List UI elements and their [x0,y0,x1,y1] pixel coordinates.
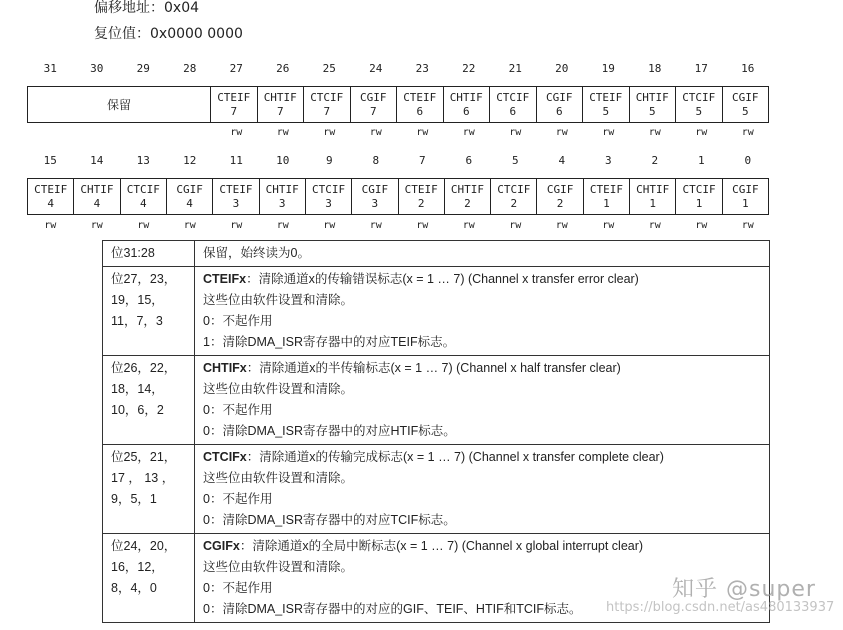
register-field [213,179,259,214]
watermark-zhihu: 知乎 @super [672,577,816,602]
description-row [103,241,770,267]
register-field [490,87,537,122]
description-line: 0：不起作用 [203,492,273,506]
bit-number: 6 [465,154,473,167]
bit-description [195,445,770,534]
field-channel: 5 [741,104,749,118]
register-field [397,87,444,122]
description-line: 这些位由软件设置和清除。 [203,293,354,307]
bit-number: 14 [90,154,104,167]
field-channel: 2 [417,196,425,210]
access-type: rw [602,127,615,138]
access-type: rw [416,127,429,138]
register-field [351,87,398,122]
field-name: CTEIF [404,182,438,196]
access-type [120,127,167,138]
description-title [203,243,761,264]
access-type: rw [462,220,475,231]
bit-number: 12 [183,154,197,167]
register-field [584,179,630,214]
bit-range [103,267,195,356]
register-field [491,179,537,214]
bit-range-line: 17 ， 13 ， [111,471,175,485]
watermark-url: https://blog.csdn.net/as480133937 [606,600,835,615]
bit-range-line: 18，14， [111,382,164,396]
description-line: 0：清除DMA_ISR寄存器中的对应TCIF标志。 [203,513,456,527]
field-channel: 4 [186,196,193,210]
field-name: CGIFx [203,539,240,553]
register-field [211,87,258,122]
description-row [103,356,770,445]
field-channel: 2 [464,196,471,210]
bit-number: 13 [136,154,150,167]
lower-access-types [27,220,771,231]
field-channel: 7 [276,104,284,118]
register-field [304,87,351,122]
access-type: rw [323,127,336,138]
bit-range [103,356,195,445]
bit-range-line: 11，7，3 [111,314,163,328]
field-channel: 3 [325,196,332,210]
bit-number: 18 [648,62,662,75]
bit-description [195,356,770,445]
bit-number: 1 [697,154,705,167]
bit-description-table [102,240,770,623]
bit-range-line: 8，4，0 [111,581,157,595]
field-channel: 4 [139,196,147,210]
field-name: CTEIF [589,182,623,196]
bit-description [195,241,770,267]
access-type: rw [44,220,57,231]
offset-address: 偏移地址：0x04 [94,0,200,16]
field-name: CTCIF [496,90,530,104]
bit-range-line: 位31:28 [111,246,155,260]
description-title [203,447,761,468]
field-channel: 2 [556,196,564,210]
reserved-field [28,87,211,122]
access-type: rw [183,220,196,231]
field-name: CGIF [546,182,574,196]
register-field [630,87,677,122]
description-line: 0：不起作用 [203,581,273,595]
title-text: ：清除通道x的传输完成标志(x = 1 … 7) (Channel x transfer complete clear) [246,450,664,464]
field-name: CHTIF [450,182,485,196]
access-type: rw [230,127,243,138]
bit-number: 15 [43,154,57,167]
field-name: CTCIFx [203,450,247,464]
register-field [306,179,352,214]
register-field [723,179,768,214]
bit-range-line: 9，5，1 [111,492,157,506]
upper-access-types [27,127,771,138]
bit-range [103,534,195,623]
field-name: CTCIF [311,182,346,196]
description-line: 这些位由软件设置和清除。 [203,560,354,574]
access-type: rw [90,220,103,231]
register-field [583,87,630,122]
access-type: rw [137,220,150,231]
field-channel: 1 [649,196,657,210]
register-field [723,87,769,122]
bit-range-line: 位25，21， [111,450,177,464]
description-title [203,269,761,290]
field-channel: 3 [371,196,379,210]
bit-number: 31 [43,62,57,75]
access-type [27,127,74,138]
bit-number: 16 [741,62,755,75]
access-type: rw [555,220,568,231]
field-name: CTEIFx [203,272,247,286]
bit-number: 0 [744,154,752,167]
access-type: rw [369,127,382,138]
bit-number: 27 [229,62,243,75]
field-channel: 3 [232,196,240,210]
field-name: CHTIFx [203,361,247,375]
bit-range [103,445,195,534]
field-name: CTEIF [217,90,251,104]
field-channel: 5 [602,104,610,118]
field-name: CTCIF [497,182,531,196]
bit-number: 5 [511,154,519,167]
register-field [445,179,491,214]
field-channel: 5 [695,104,703,118]
register-field [676,179,722,214]
bit-range [103,241,195,267]
field-channel: 6 [462,104,470,118]
field-name: CTEIF [403,90,437,104]
register-field [121,179,167,214]
field-name: CTEIF [34,182,68,196]
access-type: rw [323,220,336,231]
bit-number: 22 [462,62,476,75]
bit-number: 19 [601,62,615,75]
field-channel: 1 [603,196,610,210]
bit-number: 25 [322,62,336,75]
access-type: rw [416,220,429,231]
field-name: CHTIF [449,90,483,104]
field-channel: 6 [509,104,517,118]
register-field [28,179,74,214]
bit-number: 20 [555,62,569,75]
access-type: rw [741,220,754,231]
description-line: 0：不起作用 [203,314,273,328]
title-text: ：清除通道x的全局中断标志(x = 1 … 7) (Channel x global interrupt clear) [239,539,644,553]
access-type: rw [276,220,289,231]
field-name: CTCIF [682,182,716,196]
field-name: CGIF [176,182,203,196]
access-type: rw [555,127,568,138]
bit-number: 28 [183,62,197,75]
register-field [74,179,120,214]
access-type: rw [741,127,754,138]
register-upper-half [27,86,769,123]
field-name: CTCIF [126,182,160,196]
title-text: 保留，始终读为0。 [203,246,310,260]
field-channel: 5 [648,104,656,118]
access-type: rw [509,127,522,138]
field-name: CTEIF [219,182,253,196]
upper-bit-numbers [27,62,771,75]
bit-number: 29 [136,62,150,75]
access-type: rw [695,127,708,138]
field-name: CGIF [546,90,573,104]
bit-range-line: 位26，22， [111,361,177,375]
field-channel: 7 [323,104,331,118]
field-name: CTCIF [682,90,716,104]
field-name: CHTIF [263,90,297,104]
bit-number: 17 [694,62,708,75]
field-name: CGIF [732,182,759,196]
access-type: rw [695,220,708,231]
description-line: 0：清除DMA_ISR寄存器中的对应HTIF标志。 [203,424,456,438]
bit-number: 9 [325,154,333,167]
bit-number: 24 [369,62,383,75]
description-line: 1：清除DMA_ISR寄存器中的对应TEIF标志。 [203,335,456,349]
register-field [537,87,584,122]
access-type: rw [509,220,522,231]
register-field [676,87,723,122]
register-field [352,179,398,214]
field-name: 保留 [106,97,131,112]
field-name: CGIF [360,90,387,104]
bit-number: 4 [558,154,566,167]
lower-bit-numbers [27,154,771,167]
register-field [630,179,676,214]
title-text: ：清除通道x的半传输标志(x = 1 … 7) (Channel x half transfer clear) [246,361,621,375]
field-channel: 2 [510,196,518,210]
bit-number: 10 [276,154,290,167]
bit-number: 23 [415,62,429,75]
register-field [167,179,213,214]
field-channel: 1 [695,196,703,210]
bit-number: 26 [276,62,290,75]
bit-number: 2 [651,154,659,167]
field-name: CHTIF [636,182,670,196]
access-type: rw [276,127,289,138]
field-channel: 4 [47,196,54,210]
register-lower-half [27,178,769,215]
title-text: ：清除通道x的传输错误标志(x = 1 … 7) (Channel x transfer error clear) [246,272,639,286]
bit-number: 7 [418,154,426,167]
field-channel: 3 [278,196,286,210]
description-line: 这些位由软件设置和清除。 [203,471,354,485]
description-line: 0：不起作用 [203,403,273,417]
access-type: rw [462,127,475,138]
register-field [537,179,583,214]
bit-number: 30 [90,62,104,75]
field-channel: 6 [555,104,563,118]
bit-number: 11 [229,154,243,167]
description-row [103,445,770,534]
description-row [103,267,770,356]
bit-range-line: 位27，23， [111,272,177,286]
field-name: CHTIF [80,182,114,196]
reset-value: 复位值：0x0000 0000 [94,26,243,42]
field-name: CTCIF [310,90,344,104]
bit-range-line: 19，15， [111,293,164,307]
access-type [74,127,121,138]
field-name: CTEIF [589,90,623,104]
field-channel: 4 [93,196,101,210]
field-channel: 7 [369,104,377,118]
access-type: rw [602,220,615,231]
bit-number: 8 [372,154,380,167]
field-name: CGIF [732,90,759,104]
bit-range-line: 位24，20， [111,539,177,553]
field-name: CGIF [361,182,389,196]
access-type: rw [369,220,382,231]
bit-range-line: 10，6，2 [111,403,164,417]
field-channel: 7 [230,104,238,118]
access-type: rw [648,127,661,138]
bit-range-line: 16，12， [111,560,164,574]
register-field [260,179,306,214]
access-type: rw [230,220,243,231]
register-field [258,87,305,122]
field-name: CHTIF [265,182,299,196]
field-channel: 1 [742,196,749,210]
bit-description [195,267,770,356]
bit-number: 21 [508,62,522,75]
description-line: 这些位由软件设置和清除。 [203,382,354,396]
field-channel: 6 [416,104,424,118]
description-title [203,536,761,557]
register-field [444,87,491,122]
description-title [203,358,761,379]
access-type [167,127,214,138]
field-name: CHTIF [635,90,669,104]
register-field [399,179,445,214]
bit-number: 3 [604,154,612,167]
access-type: rw [648,220,661,231]
description-line: 0：清除DMA_ISR寄存器中的对应的GIF、TEIF、HTIF和TCIF标志。 [203,602,582,616]
